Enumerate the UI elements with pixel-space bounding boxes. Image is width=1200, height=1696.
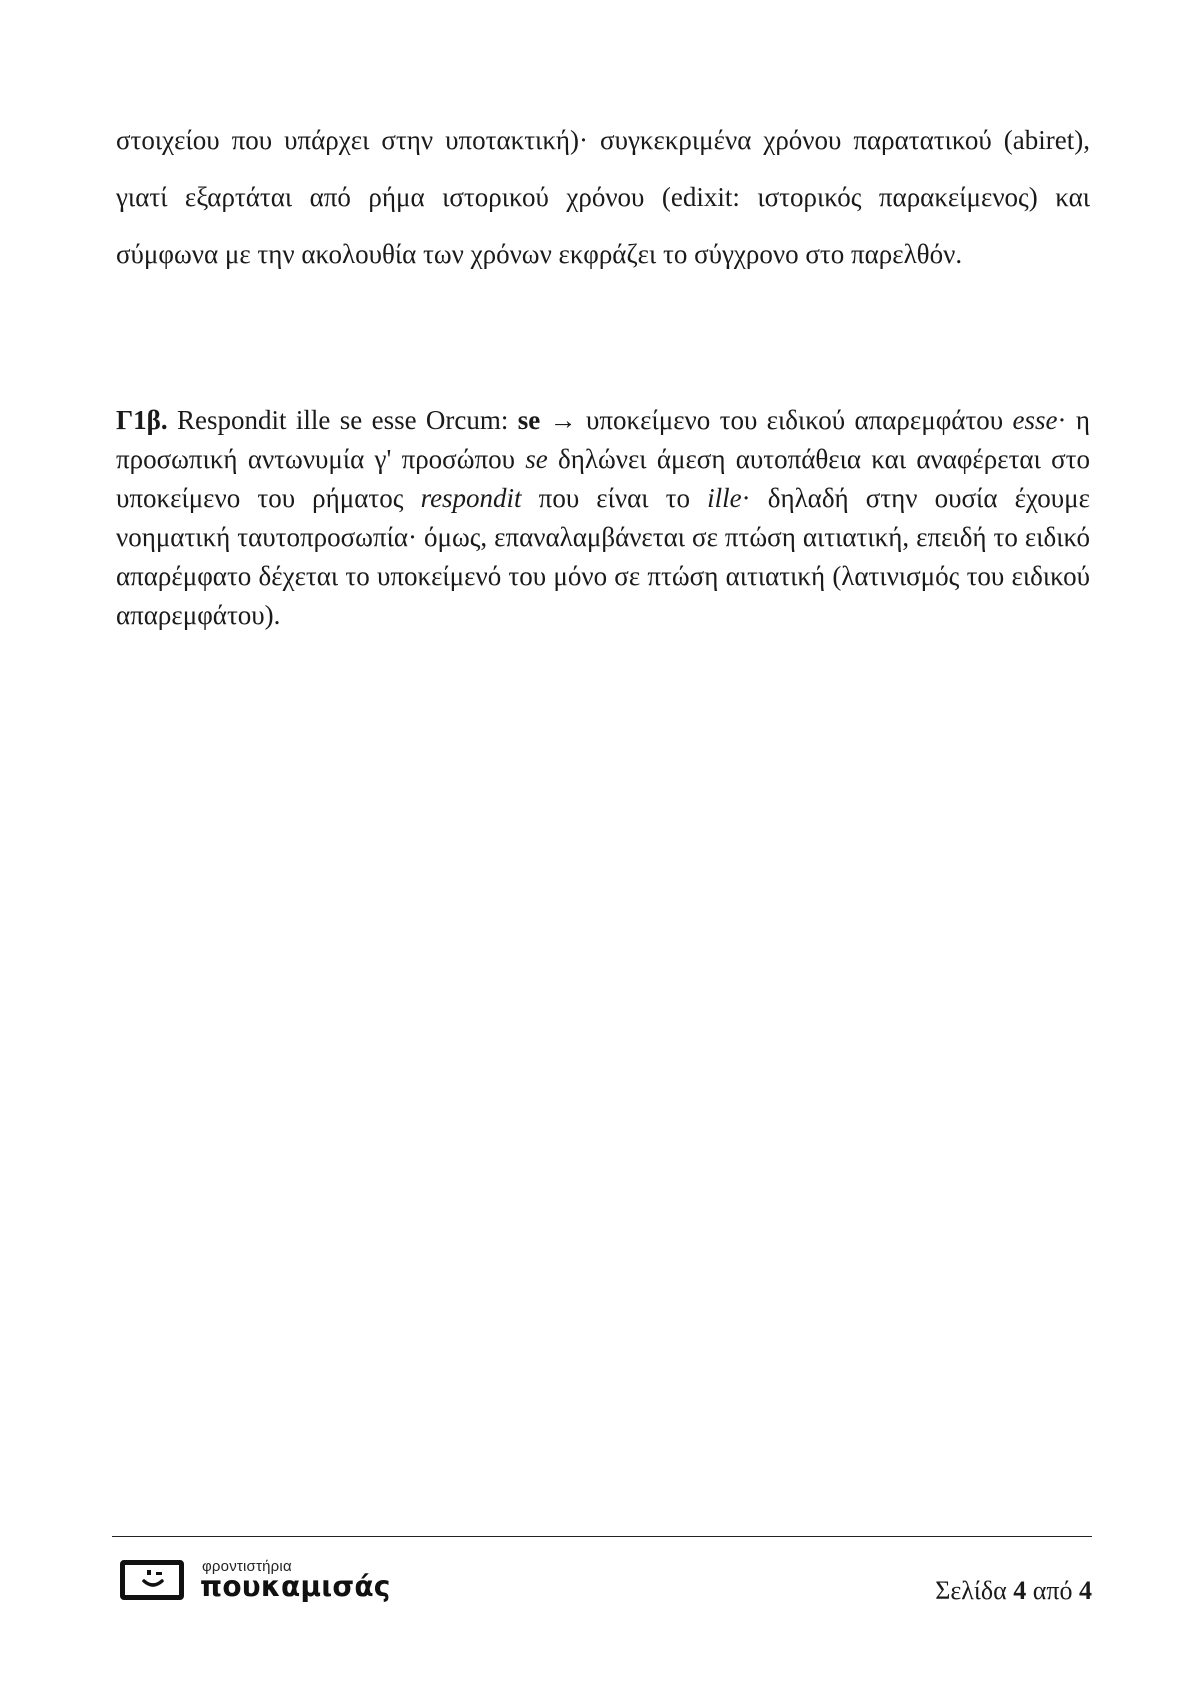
- paragraph-continued-text: στοιχείου που υπάρχει στην υποτακτική)· συγκεκριμένα χρόνου παρατατικού (abiret), γιατί εξαρτάται από ρήμα ιστορικού χρόνου (edixit: ιστορικός παρακείμενος) και σύμφωνα με την ακολουθία των χρόνων εκφράζει το σύγχρονο στο παρελθόν.: [116, 125, 1090, 269]
- page-number-prefix: Σελίδα: [935, 1576, 1014, 1605]
- logo-brand-name: πουκαμισάς: [200, 1570, 391, 1603]
- footer-divider: [112, 1536, 1092, 1537]
- logo-subtitle: φροντιστήρια: [202, 1558, 292, 1575]
- smiley-screen-icon: [120, 1560, 184, 1600]
- paragraph-continued: [116, 112, 1090, 283]
- paragraph-text: · η προσωπική αντωνυμία γ' προσώπου: [116, 405, 1090, 474]
- page-total: 4: [1079, 1576, 1092, 1605]
- page-number: [935, 1576, 1092, 1606]
- page-number-middle: από: [1026, 1576, 1079, 1605]
- term-esse: esse: [1012, 405, 1058, 435]
- term-ille: ille: [707, 483, 742, 513]
- brand-logo: [120, 1556, 400, 1606]
- paragraph-text: → υποκείμενο του ειδικού απαρεμφάτου: [540, 405, 1013, 435]
- paragraph-text: που είναι το: [521, 483, 708, 513]
- paragraph-text: Respondit ille se esse Orcum:: [167, 405, 518, 435]
- page-current: 4: [1013, 1576, 1027, 1605]
- term-se-italic: se: [525, 444, 548, 474]
- term-se-bold: se: [517, 405, 541, 435]
- paragraph-text: · δηλαδή στην ουσία έχουμε νοηματική ταυτοπροσωπία· όμως, επαναλαμβάνεται σε πτώση αιτιατική, επειδή το ειδικό απαρέμφατο δέχεται το υποκείμενό του μόνο σε πτώση αιτιατική (λατινισμός του ειδικού απαρεμφάτου).: [116, 483, 1090, 630]
- paragraph-g1b: [116, 401, 1090, 635]
- paragraph-text: δηλώνει άμεση αυτοπάθεια και αναφέρεται στο υποκείμενο του ρήματος: [116, 444, 1091, 513]
- question-label: Γ1β.: [116, 405, 168, 435]
- smiley-face-icon: [125, 1565, 179, 1595]
- term-respondit: respondit: [420, 483, 522, 513]
